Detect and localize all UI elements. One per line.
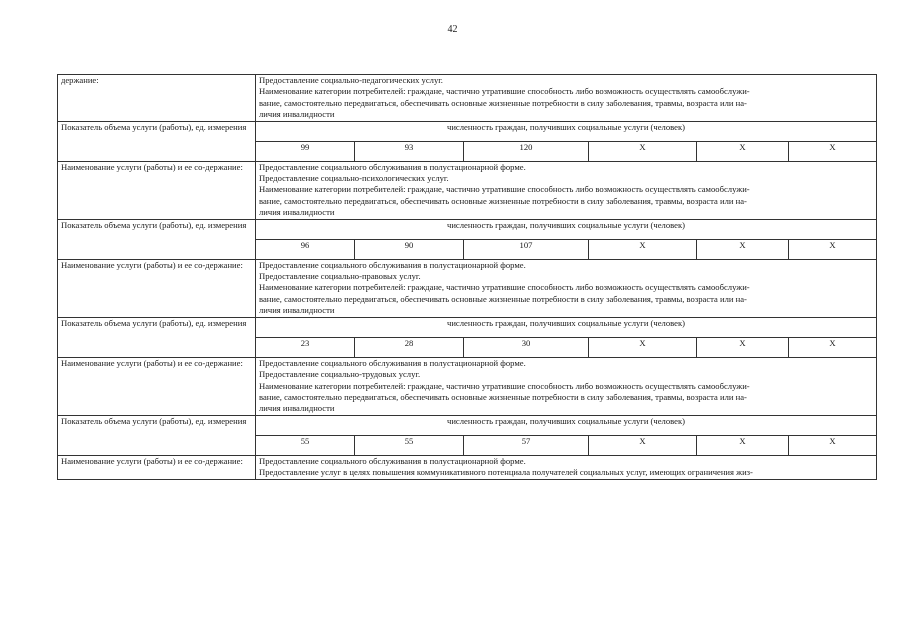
value-cell: Х xyxy=(789,239,877,259)
value-cell: 57 xyxy=(464,435,589,455)
service-description-line: вание, самостоятельно передвигаться, обеспечивать основные жизненные потребности в силу заболевания, травмы, возраста или на- xyxy=(259,97,747,108)
table-body xyxy=(58,75,877,480)
value-cell: 55 xyxy=(256,435,355,455)
value-cell: 96 xyxy=(256,239,355,259)
service-description-line: Наименование категории потребителей: граждане, частично утратившие способность либо возможность осуществлять самообслужи- xyxy=(259,184,750,195)
service-description-line: Предоставление социально-педагогических услуг. xyxy=(259,75,443,85)
service-description xyxy=(256,455,877,479)
value-cell: Х xyxy=(697,239,789,259)
service-description-line: вание, самостоятельно передвигаться, обеспечивать основные жизненные потребности в силу заболевания, травмы, возраста или на- xyxy=(259,293,747,304)
value-cell: 99 xyxy=(256,141,355,161)
value-cell: Х xyxy=(789,337,877,357)
value-cell: 107 xyxy=(464,239,589,259)
service-row xyxy=(58,455,877,479)
value-cell: Х xyxy=(789,141,877,161)
indicator-row xyxy=(58,121,877,141)
value-cell: Х xyxy=(589,141,697,161)
service-description-line: Наименование категории потребителей: граждане, частично утратившие способность либо возможность осуществлять самообслужи- xyxy=(259,86,750,97)
indicator-row xyxy=(58,317,877,337)
value-cell: Х xyxy=(697,141,789,161)
service-description-line: Наименование категории потребителей: граждане, частично утратившие способность либо возможность осуществлять самообслужи- xyxy=(259,282,750,293)
service-label: Наименование услуги (работы) и ее со-держание: xyxy=(58,161,256,219)
service-row xyxy=(58,161,877,219)
service-row xyxy=(58,259,877,317)
service-description-line: Предоставление социально-психологических услуг. xyxy=(259,173,449,184)
service-description-line: Предоставление социального обслуживания в полустационарной форме. xyxy=(259,357,526,368)
service-row xyxy=(58,357,877,415)
service-label: держание: xyxy=(58,75,256,122)
service-label: Наименование услуги (работы) и ее со-держание: xyxy=(58,357,256,415)
service-description-line: Предоставление услуг в целях повышения коммуникативного потенциала получателей социальных услуг, имеющих ограничения жиз- xyxy=(259,467,753,478)
service-description-line: вание, самостоятельно передвигаться, обеспечивать основные жизненные потребности в силу заболевания, травмы, возраста или на- xyxy=(259,195,747,206)
service-description-line: личия инвалидности xyxy=(259,109,335,120)
value-cell: 23 xyxy=(256,337,355,357)
service-description-line: Предоставление социального обслуживания в полустационарной форме. xyxy=(259,161,526,172)
service-label: Наименование услуги (работы) и ее со-держание: xyxy=(58,455,256,479)
service-description-line: личия инвалидности xyxy=(259,403,335,414)
value-cell: 120 xyxy=(464,141,589,161)
measure-unit: численность граждан, получивших социальные услуги (человек) xyxy=(256,317,877,337)
value-cell: 30 xyxy=(464,337,589,357)
service-description-line: Наименование категории потребителей: граждане, частично утратившие способность либо возможность осуществлять самообслужи- xyxy=(259,380,750,391)
service-label: Наименование услуги (работы) и ее со-держание: xyxy=(58,259,256,317)
service-description-line: Предоставление социально-трудовых услуг. xyxy=(259,369,421,380)
value-cell: 28 xyxy=(355,337,464,357)
service-row xyxy=(58,75,877,122)
service-description-line: Предоставление социального обслуживания в полустационарной форме. xyxy=(259,259,526,270)
services-table xyxy=(57,74,877,480)
service-description xyxy=(256,161,877,219)
indicator-row xyxy=(58,219,877,239)
value-cell: Х xyxy=(789,435,877,455)
measure-unit: численность граждан, получивших социальные услуги (человек) xyxy=(256,121,877,141)
value-cell: Х xyxy=(589,435,697,455)
service-description-line: личия инвалидности xyxy=(259,207,335,218)
value-cell: 90 xyxy=(355,239,464,259)
measure-unit: численность граждан, получивших социальные услуги (человек) xyxy=(256,415,877,435)
value-cell: Х xyxy=(589,239,697,259)
service-description-line: Предоставление социального обслуживания в полустационарной форме. xyxy=(259,455,526,466)
service-description-line: Предоставление социально-правовых услуг. xyxy=(259,271,421,282)
value-cell: Х xyxy=(697,435,789,455)
value-cell: Х xyxy=(697,337,789,357)
service-description xyxy=(256,75,877,122)
indicator-label: Показатель объема услуги (работы), ед. измерения xyxy=(58,219,256,259)
value-cell: 93 xyxy=(355,141,464,161)
page-number: 42 xyxy=(447,24,458,35)
value-cell: 55 xyxy=(355,435,464,455)
value-cell: Х xyxy=(589,337,697,357)
service-description xyxy=(256,357,877,415)
measure-unit: численность граждан, получивших социальные услуги (человек) xyxy=(256,219,877,239)
indicator-row xyxy=(58,415,877,435)
indicator-label: Показатель объема услуги (работы), ед. измерения xyxy=(58,415,256,455)
service-description xyxy=(256,259,877,317)
service-description-line: личия инвалидности xyxy=(259,305,335,316)
indicator-label: Показатель объема услуги (работы), ед. измерения xyxy=(58,121,256,161)
service-description-line: вание, самостоятельно передвигаться, обеспечивать основные жизненные потребности в силу заболевания, травмы, возраста или на- xyxy=(259,391,747,402)
indicator-label: Показатель объема услуги (работы), ед. измерения xyxy=(58,317,256,357)
